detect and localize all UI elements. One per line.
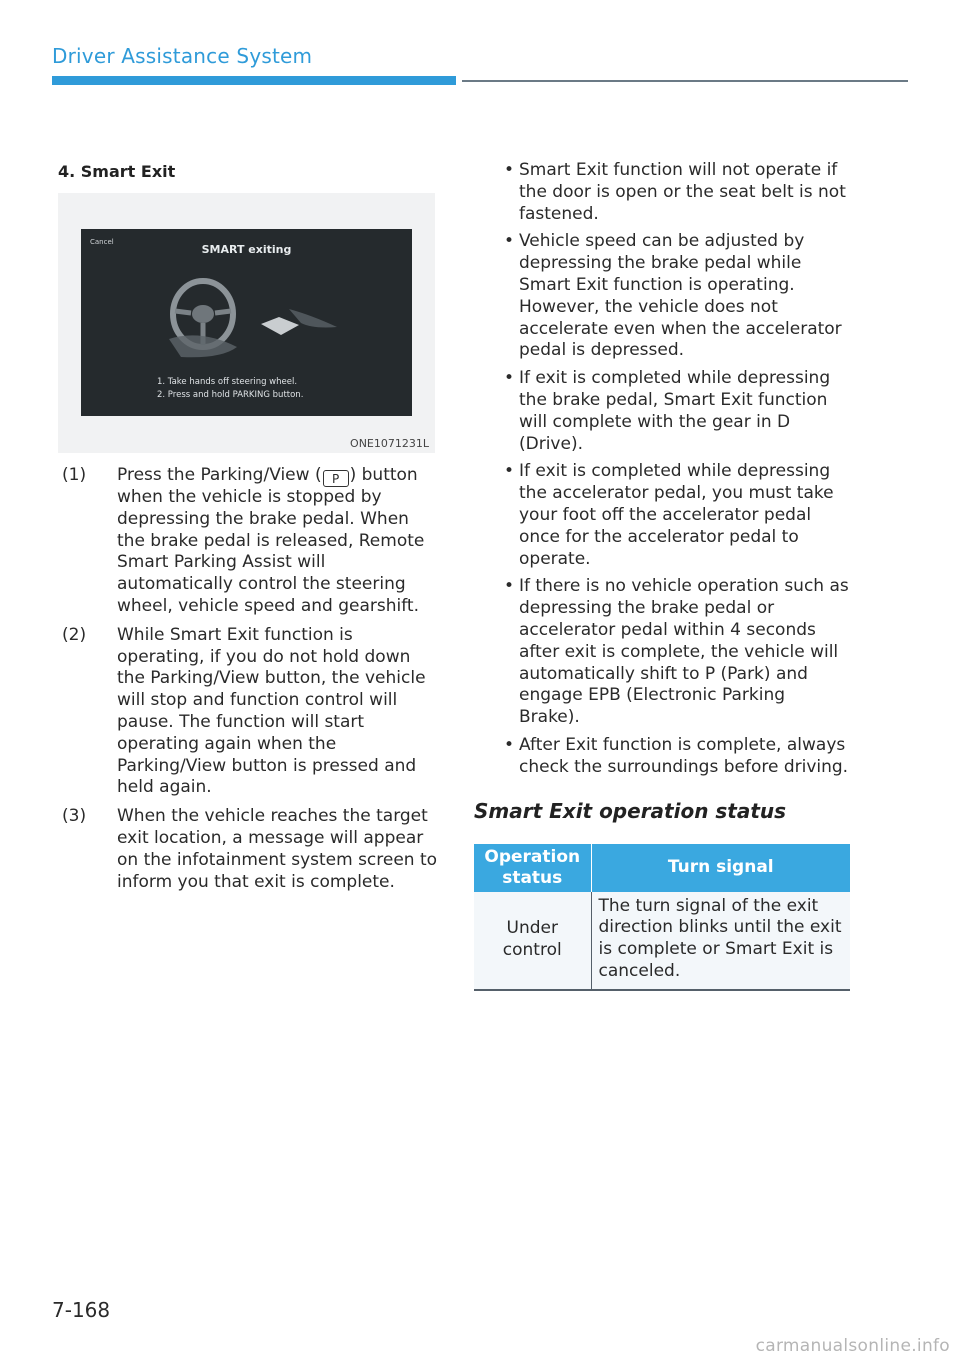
bullet-dot: • [504,160,515,180]
right-column [474,160,850,991]
list-item [474,231,850,362]
list-item-text: If exit is completed while depressing the brake pedal, Smart Exit function will complete with the gear in D (Drive). [519,368,831,454]
list-item-text: If exit is completed while depressing the accelerator pedal, you must take your foot off the accelerator pedal once for the accelerator pedal to operate. [519,461,834,569]
screen-title: SMART exiting [201,243,292,256]
step-text: When the vehicle reaches the target exit location, a message will appear on the infotainment system screen to inform you that exit is complete. [117,806,438,892]
bullet-dot: • [504,734,515,755]
bullet-dot: • [504,461,515,482]
figure [58,193,435,453]
bullet-dot: • [504,576,515,597]
bullet-dot: • [504,368,515,389]
column-header-turn-signal: Turn signal [591,844,850,892]
figure-code: ONE1071231L [350,437,429,450]
left-column [58,160,438,900]
list-item-text: Smart Exit function will not operate if the door is open or the seat belt is not fastened. [519,160,846,224]
column-header-status: Operation status [474,844,591,892]
screen-instruction-2: 2. Press and hold PARKING button. [157,390,304,400]
list-item [474,368,850,455]
table-header-row [474,844,850,892]
list-item-text: If there is no vehicle operation such as depressing the brake pedal or accelerator pedal within 4 seconds after exit is complete, the vehicle will automatically shift to P (Park) and engage EPB (Electronic Parking Brake). [519,576,849,728]
operation-status-heading: Smart Exit operation status [474,798,787,823]
step-number: (1) [62,465,87,485]
section-title: Driver Assistance System [52,44,313,68]
step-item [58,465,438,618]
infotainment-screen-image [81,229,412,416]
step-text-start: Press the Parking/View ( [117,465,322,485]
notes-list [474,160,850,779]
step-item [58,625,438,799]
status-cell: Under control [474,892,591,990]
page-number: 7-168 [52,1298,111,1322]
screen-cancel-label: Cancel [90,238,114,246]
procedure-steps [58,465,438,893]
turn-signal-cell: The turn signal of the exit direction blinks until the exit is complete or Smart Exit is canceled. [591,892,850,990]
list-item [474,461,850,570]
step-number: (2) [62,624,87,645]
step-text: While Smart Exit function is operating, if you do not hold down the Parking/View button, the vehicle will stop and function control will pause. The function will start operating again when the Parking/View button is pressed and held again. [117,624,426,798]
subheading: 4. Smart Exit [58,162,176,181]
list-item [474,576,850,729]
header-accent-rule [52,76,456,85]
table-row [474,892,850,990]
screen-instructions [157,376,303,402]
step-text-end: ) button when the vehicle is stopped by depressing the brake pedal. When the brake pedal is released, Remote Smart Parking Assist will automatically control the steering wheel, vehicle speed and gearshift. [117,465,425,616]
list-item [474,735,850,779]
list-item-text: Vehicle speed can be adjusted by depressing the brake pedal while Smart Exit function is operating. However, the vehicle does not accelerate even when the accelerator pedal is depressed. [519,231,842,361]
operation-status-table [474,844,850,991]
step-number: (3) [62,806,87,827]
list-item [474,160,850,225]
steering-wheel-hands-illustration [161,269,341,369]
screen-instruction-1: 1. Take hands off steering wheel. [157,377,298,387]
step-item [58,806,438,893]
parking-button-icon: P [323,470,349,487]
bullet-dot: • [504,231,515,252]
watermark: carmanualsonline.info [755,1336,950,1356]
header-rule [462,80,908,82]
list-item-text: After Exit function is complete, always check the surroundings before driving. [519,734,849,777]
